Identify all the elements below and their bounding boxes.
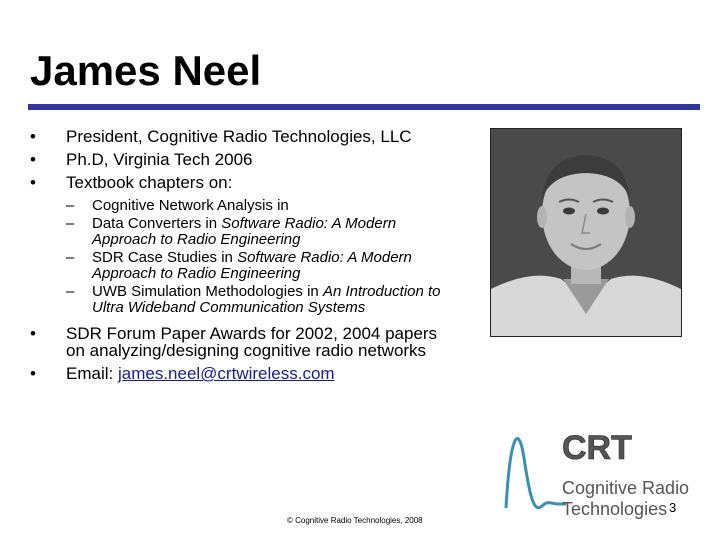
dash-marker: – — [66, 249, 75, 266]
email-label: Email: — [66, 364, 118, 383]
bullet-marker: • — [30, 150, 36, 169]
sub-text: Cognitive Network Analysis in — [92, 197, 289, 214]
bullet-text: Ph.D, Virginia Tech 2006 — [66, 150, 253, 169]
logo-line1: Cognitive Radio — [562, 478, 690, 498]
sub-text: UWB Simulation Methodologies in — [92, 283, 323, 300]
bullet-item — [30, 128, 450, 145]
bullet-item — [30, 174, 450, 316]
email-link[interactable]: james.neel@crtwireless.com — [117, 364, 335, 383]
logo-abbr: CRT — [562, 429, 632, 467]
bullet-item — [30, 151, 450, 168]
bullet-text: SDR Forum Paper Awards for 2002, 2004 papers on analyzing/designing cognitive radio networks — [66, 324, 438, 360]
sub-item — [66, 198, 450, 214]
dash-marker: – — [66, 215, 75, 232]
bullet-marker: • — [30, 364, 36, 383]
bullet-marker: • — [30, 324, 36, 343]
bullet-item — [30, 325, 450, 359]
book-title: An Introduction to Ultra Wideband Communication Systems — [92, 283, 441, 316]
sub-item — [66, 216, 450, 248]
bullet-marker: • — [30, 127, 36, 146]
bullet-item — [30, 365, 450, 382]
sub-item — [66, 250, 450, 282]
sub-text: SDR Case Studies in — [92, 249, 238, 266]
bullet-text: Textbook chapters on: — [66, 173, 233, 192]
sub-item — [66, 284, 450, 316]
title-divider — [28, 104, 700, 110]
portrait-photo — [490, 128, 682, 337]
slide-title: James Neel — [30, 47, 262, 94]
bullet-text: President, Cognitive Radio Technologies, LLC — [66, 127, 412, 146]
book-title: Software Radio: A Modern Approach to Radio Engineering — [92, 215, 397, 248]
footer-copyright: © Cognitive Radio Technologies, 2008 — [287, 516, 423, 525]
dash-marker: – — [66, 197, 75, 214]
logo-line2: Technologies — [562, 499, 668, 519]
book-title: Software Radio: A Modern Approach to Radio Engineering — [92, 249, 412, 282]
bullet-marker: • — [30, 173, 36, 192]
sub-list — [66, 198, 450, 316]
sub-text: Data Converters in — [92, 215, 222, 232]
bullet-list — [30, 128, 450, 388]
dash-marker: – — [66, 283, 75, 300]
page-number: 3 — [669, 500, 677, 515]
portrait-image — [491, 129, 681, 336]
